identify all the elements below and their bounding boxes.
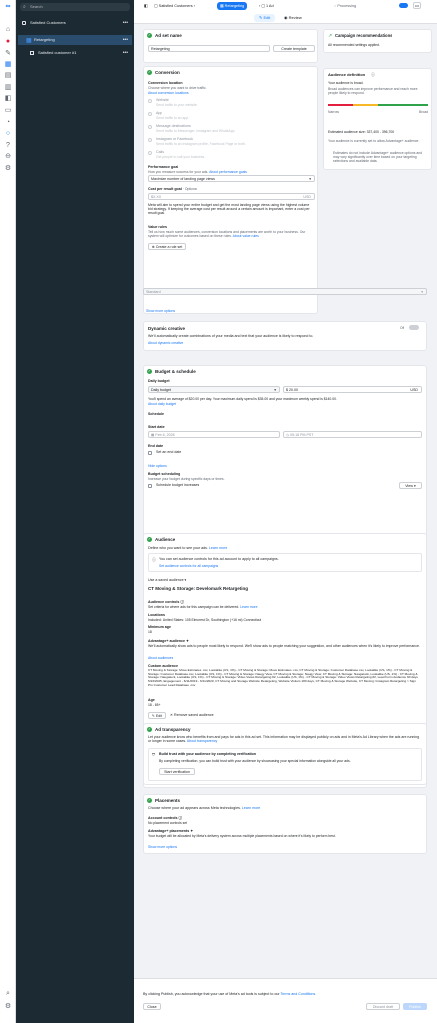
transparency-desc: Let your audience know who benefits from and pays for ads in this ad set. This information may be displayed publicly on ads and in Meta's Ad Library when the ads are running or longer in some cases. About transparency <box>148 735 420 744</box>
events-icon[interactable]: ○ <box>5 130 11 137</box>
audience-desc: Define who you want to see your ads. Learn more <box>148 546 228 550</box>
create-rule-set-button[interactable]: ⊕ Create a rule set <box>148 243 186 250</box>
tree-search-input[interactable]: ⌕ Search <box>20 3 130 11</box>
controls-label: Audience controls ⓘ <box>148 600 184 604</box>
publish-button[interactable]: Publish <box>403 1003 427 1010</box>
scheduling-label: Budget scheduling <box>148 472 181 476</box>
folder-icon <box>22 21 26 25</box>
home-icon[interactable]: ⌂ <box>5 26 11 33</box>
card-title: Campaign recommendations <box>335 33 393 38</box>
rules-desc: Tell us how much some audiences, conversion locations and placements are worth to your business. Our system will optimize for outcomes based on these rules. About value rules <box>148 230 306 239</box>
option-title: App <box>156 111 163 115</box>
card-title: Audience <box>155 537 176 542</box>
card-title: Ad set name <box>155 33 182 38</box>
info-icon: ⓘ <box>152 557 156 562</box>
adset-name-input[interactable]: Retargeting <box>148 45 270 52</box>
radio-app[interactable] <box>148 112 152 116</box>
tab-edit[interactable]: ✎ Edit <box>254 14 275 22</box>
audience-definition-card <box>323 68 432 170</box>
age-label: Age <box>148 698 155 702</box>
notice-link[interactable]: Set audience controls for all campaigns <box>159 564 219 568</box>
check-icon: ✓ <box>148 727 151 731</box>
saved-audience-select[interactable]: Use a saved audience ▾ <box>148 578 187 582</box>
close-button[interactable]: Close <box>143 1003 161 1010</box>
custom-value: CT Moving & Storage: Move Estimates .csv, Lookalike (US, 1%) - CT Moving & Storage: Move Estimates .csv, CT Moving & Storage: Customer Database.csv, Lookalike (US, 1%) - CT Moving & Storage: Customer Database.csv, Lookalike (US, 1%) - CT Moving & Storage: Naugy View, CT Moving & Storage: Naugy View, CT Moving & Storage: Naugatuck, Lookalike (US, 1%) - CT Moving & Storage: Naugatuck, Lookalike (US, 1%) - CT Moving & Storage: Video Views Retargeting #2, Lookalike (US, 1%) - CT Moving & Storage: Video Views Retargeting #2, Lead Form Audience 90 days 5/23/2025, Engagement - 6/11/2019 - 6/11/2020, CT Moving and Storage Website Retargeting, Website Visitors 180 days, CT Moving & Storage Website, CT Moving: Instagram Retargeting > Sign Pro Customer Lead Database .csv <box>148 669 418 687</box>
tree-campaign[interactable]: Satisfied Customers ••• <box>18 18 132 28</box>
estimates-note: Estimates do not include Advantage+ audience options and may vary significantly over time based on your targeting selections and available data. <box>333 151 423 164</box>
transparency-link[interactable]: About transparency <box>186 739 218 744</box>
app-rail <box>0 0 16 1023</box>
radio-instagram-facebook[interactable] <box>148 138 152 142</box>
schedule-increase-label: Schedule budget increases <box>156 483 200 487</box>
recommendations-card <box>323 29 432 53</box>
meta-logo-icon[interactable]: ∞ <box>5 3 11 10</box>
cost-goal-input[interactable]: $X.XX USD <box>148 193 315 200</box>
schedule-label: Schedule <box>148 412 164 416</box>
placements-learn-link[interactable]: Learn more <box>241 806 261 810</box>
search-icon: ⌕ <box>23 4 26 10</box>
spend-note: You'll spend an average of $20.00 per day. Your maximum daily spend is $35.00 and your maximum weekly spend is $140.00. <box>148 397 337 401</box>
check-icon: ✓ <box>148 33 151 37</box>
card-title: Dynamic creative <box>148 326 186 331</box>
option-title: Calls <box>156 150 164 154</box>
location-desc: Choose where you want to drive traffic. <box>148 86 207 90</box>
editor-main <box>134 24 437 1023</box>
location-link[interactable]: About conversion locations <box>148 91 189 95</box>
start-verification-button[interactable]: Start verification <box>159 768 195 775</box>
search-icon[interactable]: ⌕ <box>6 990 10 997</box>
delivery-type-select[interactable]: Standard ▾ <box>143 288 427 295</box>
card-title: Conversion <box>155 70 180 75</box>
adv-placements-desc: Your budget will be allocated by Meta's delivery system across multiple placements based on where it's likely to perform best. <box>148 834 336 838</box>
check-icon: ✓ <box>148 537 151 541</box>
info-icon[interactable]: ⓘ <box>371 72 375 77</box>
edit-audience-button[interactable]: ✎ Edit <box>148 712 166 719</box>
discard-draft-button[interactable]: Discard draft <box>366 1003 400 1010</box>
card-title: Audience definition <box>328 73 366 77</box>
billing-icon[interactable]: ▭ <box>4 107 12 114</box>
saved-audience-name: CT Moving & Storage: Develomark Retargeting <box>148 586 249 591</box>
spend-link[interactable]: About daily budget <box>148 402 177 406</box>
adv-note: Your audience is currently set to allow Advantage+ audience. <box>328 139 420 143</box>
create-template-button[interactable]: Create template <box>273 45 315 52</box>
goal-link[interactable]: About performance goals <box>209 170 247 174</box>
toggle-label: Off <box>400 326 405 330</box>
radio-calls[interactable] <box>148 151 152 155</box>
tree-ad[interactable]: Satisfied customer #1 ••• <box>18 48 132 58</box>
min-age-value: 18 <box>148 630 152 634</box>
custom-label: Custom audience <box>148 664 178 668</box>
view-select[interactable]: View ▾ <box>399 482 422 489</box>
adv-desc: We'll automatically show ads to people most likely to respond. We'll show ads to people matching your suggestion, and other audiences when it's likely to improve performance. <box>148 644 420 648</box>
breadcrumb-campaign[interactable]: ▢ Satisfied Customers › <box>154 4 195 8</box>
controls-desc: Set criteria for where ads for this campaign can be delivered. Learn more <box>148 605 258 609</box>
help-icon[interactable]: ? <box>6 142 10 149</box>
age-value: 18 - 65+ <box>148 703 161 707</box>
shield-icon: ⛉ <box>152 752 155 757</box>
grid-icon[interactable]: ▦ <box>4 61 12 68</box>
breadcrumb-adset[interactable]: ▦ Retargeting <box>217 2 247 10</box>
option-title: Website <box>156 98 169 102</box>
chart-icon[interactable]: ▥ <box>4 84 12 91</box>
top-bar <box>134 0 437 24</box>
campaign-tree <box>16 0 134 1023</box>
estimated-size: Estimated audience size: 337,400 - 396,700 <box>328 130 395 134</box>
card-title: Ad transparency <box>155 727 191 732</box>
transparency-card <box>143 723 427 785</box>
placements-more-link[interactable]: Show more options <box>148 845 178 849</box>
hide-options-link[interactable]: Hide options <box>148 464 167 468</box>
check-icon: ✓ <box>148 369 151 373</box>
card-title: Budget & schedule <box>155 369 196 374</box>
footer-bar <box>134 978 437 1023</box>
conversion-card <box>143 66 318 314</box>
option-desc: Send traffic to your website. <box>156 103 198 107</box>
broad-desc: Broad audiences can improve performance and reach more people likely to respond. <box>328 87 418 96</box>
placements-card <box>143 794 427 854</box>
dynamic-creative-card <box>143 321 427 351</box>
account-controls-label: Account controls ⓘ <box>148 816 183 820</box>
gear-icon[interactable]: ⚙ <box>4 165 12 172</box>
chevron-down-icon: ▾ <box>421 290 423 294</box>
budget-amount-input[interactable]: $ 20.00 USD <box>283 386 422 393</box>
rules-label: Value rules <box>148 225 167 229</box>
tree-adset[interactable]: ▦ Retargeting ••• <box>18 35 132 45</box>
adv-link[interactable]: About audiences <box>148 656 174 660</box>
adv-label: Advantage+ audience ✦ <box>148 639 190 643</box>
adv-placements-label: Advantage+ placements ✦ <box>148 829 194 833</box>
account-icon[interactable]: ● <box>5 38 11 45</box>
megaphone-icon[interactable]: ◧ <box>4 95 12 102</box>
more-icon[interactable]: ••• <box>122 50 128 56</box>
option-desc: Send traffic to Messenger, Instagram and WhatsApp. <box>156 129 236 133</box>
verification-box <box>148 748 422 781</box>
scheduling-desc: Increase your budget during specific days or times. <box>148 477 225 481</box>
end-date-label: Set an end date <box>156 450 182 454</box>
edit-icon[interactable]: ✎ <box>5 50 11 57</box>
radio-website[interactable] <box>148 99 152 103</box>
daily-label: Daily budget <box>148 379 170 383</box>
start-time-input[interactable]: ◷ 05:18 PM PST <box>283 431 422 438</box>
goal-label: Performance goal <box>148 165 179 169</box>
tab-review[interactable]: ◉ Review <box>284 15 302 20</box>
dynamic-desc: We'll automatically create combinations of your media and text that your audience is likely to respond to. <box>148 334 314 338</box>
chevron-down-icon: ▾ <box>274 388 276 392</box>
controls-learn-link[interactable]: Learn more <box>240 605 258 609</box>
adset-name-card <box>143 29 318 63</box>
more-icon[interactable]: ••• <box>122 20 128 26</box>
recs-desc: All recommended settings applied. <box>328 43 380 47</box>
more-icon[interactable]: ••• <box>122 37 128 43</box>
dynamic-link[interactable]: About dynamic creative <box>148 341 184 345</box>
budget-card <box>143 365 427 541</box>
card-title: Placements <box>155 798 181 803</box>
radio-messages[interactable] <box>148 125 152 129</box>
dynamic-creative-toggle[interactable] <box>409 325 419 330</box>
remove-audience-button[interactable]: ✕ Remove saved audience <box>170 713 214 717</box>
trend-icon: ↗ <box>328 33 333 39</box>
more-button[interactable]: ••• <box>413 2 421 9</box>
learn-more-link[interactable]: Learn more <box>208 546 228 550</box>
settings-icon[interactable]: ⊖ <box>5 153 11 160</box>
gauge-narrow: Narrow <box>328 110 339 114</box>
goal-desc: How you measure success for your ads. About performance goals <box>148 170 247 174</box>
breadcrumb-ad[interactable]: › ▢ 1 Ad <box>259 4 274 8</box>
broad-text: Your audience is broad. <box>328 81 364 85</box>
performance-goal-select[interactable]: Maximize number of landing page views ▾ <box>148 175 315 182</box>
placements-desc: Choose where your ad appears across Meta technologies. Learn more <box>148 806 261 810</box>
start-date-input[interactable]: ▦ Feb 6, 2026 <box>148 431 280 438</box>
min-age-label: Minimum age <box>148 625 171 629</box>
show-more-options-link[interactable]: Show more options <box>146 309 176 313</box>
option-title: Message destinations <box>156 124 191 128</box>
notice-text: You can set audience controls for this ad account to apply to all campaigns. <box>159 557 279 561</box>
location-label: Conversion location <box>148 81 183 85</box>
status-toggle[interactable] <box>399 3 408 8</box>
option-title: Instagram or Facebook <box>156 137 193 141</box>
help-icon[interactable]: ⚙ <box>4 1003 12 1010</box>
option-desc: Send traffic to an Instagram profile, Facebook Page or both. <box>156 142 246 146</box>
check-icon: ✓ <box>148 798 151 802</box>
grid-icon: ▦ <box>26 38 32 44</box>
chevron-down-icon: ▾ <box>309 177 311 181</box>
start-label: Start date <box>148 425 165 429</box>
table-icon[interactable]: ▤ <box>4 72 12 79</box>
check-icon: ✓ <box>148 70 151 74</box>
account-controls-value: No placement controls set <box>148 821 188 825</box>
locations-label: Locations <box>148 613 165 617</box>
ad-icon <box>30 51 34 55</box>
option-desc: Get people to call your business. <box>156 155 206 159</box>
terms-text: By clicking Publish, you acknowledge that your use of Meta's ad tools is subject to our Terms and Conditions. <box>143 992 317 996</box>
schedule-increase-checkbox[interactable] <box>148 484 152 488</box>
status-badge: ◌ Processing <box>334 4 357 8</box>
locations-value: Included: United States: 105 Elmcrest Dr, Southington (+16 mi) Connecticut <box>148 618 262 622</box>
verify-title: Build trust with your audience by completing verification <box>159 752 257 756</box>
verify-desc: By completing verification, you can build trust with your audience by showcasing your special information alongside all your ads. <box>159 759 351 763</box>
sidebar-toggle-icon[interactable]: ◧ <box>144 4 148 8</box>
budget-type-select[interactable]: Daily budget ▾ <box>148 386 280 393</box>
cost-desc: Meta will aim to spend your entire budget and get the most landing page views using the highest volume bid strategy. If keeping the average cost per result around a certain amount is important, enter a cost per result goal. <box>148 203 310 216</box>
terms-link[interactable]: Terms and Conditions. <box>280 992 317 996</box>
audience-icon[interactable]: ◔ <box>5 119 11 126</box>
cost-label: Cost per result goal · Optional <box>148 187 198 191</box>
audience-gauge <box>328 104 428 106</box>
end-date-checkbox[interactable] <box>148 451 152 455</box>
rules-link[interactable]: About value rules <box>232 234 259 239</box>
option-desc: Send traffic to an app. <box>156 116 190 120</box>
audience-notice <box>148 553 422 572</box>
end-label: End date <box>148 444 164 448</box>
gauge-broad: Broad <box>419 110 429 114</box>
